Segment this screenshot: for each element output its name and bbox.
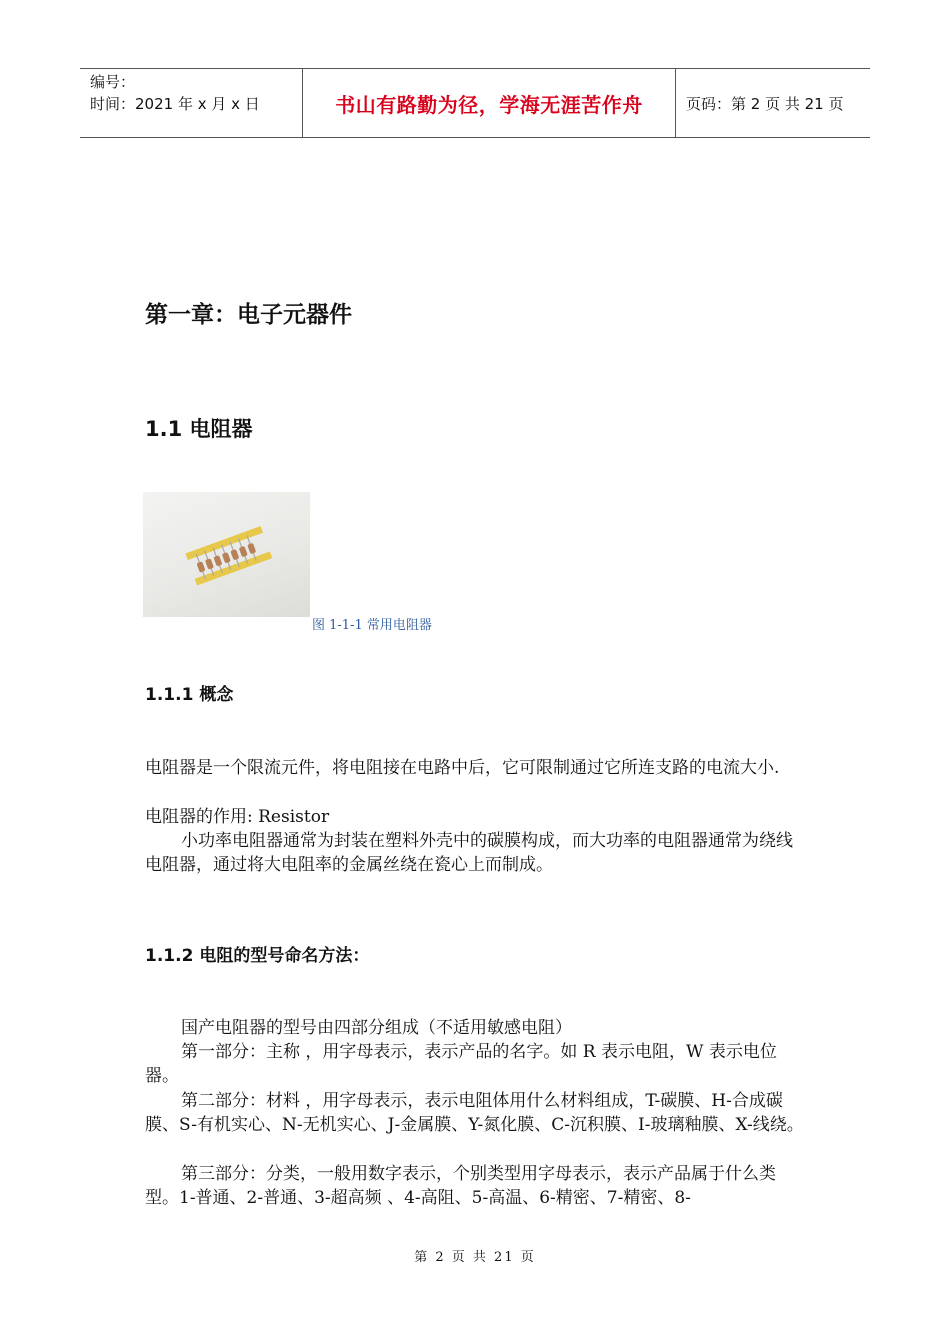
resistor-photo — [143, 492, 310, 617]
header-page-info: 页码：第 2 页 共 21 页 — [686, 94, 844, 113]
page-header — [80, 68, 870, 138]
header-number: 编号： — [90, 73, 136, 91]
header-date: 时间：2021 年 x 月 x 日 — [90, 95, 260, 113]
header-motto: 书山有路勤为径，学海无涯苦作舟 — [303, 69, 676, 137]
page-footer: 第 2 页 共 21 页 — [414, 1250, 536, 1265]
chapter-title: 第一章：电子元器件 — [145, 302, 352, 328]
concept-paragraph-3: 小功率电阻器通常为封装在塑料外壳中的碳膜构成，而大功率的电阻器通常为绕线电阻器，通过将大电阻率的金属丝绕在瓷心上而制成。 — [145, 831, 793, 875]
section-title: 1.1 电阻器 — [145, 417, 253, 441]
subsection-1-title: 1.1.1 概念 — [145, 685, 234, 705]
naming-paragraph-2: 第一部分：主称 ，用字母表示，表示产品的名字。如 R 表示电阻，W 表示电位器。 — [145, 1042, 777, 1086]
header-meta — [80, 69, 303, 137]
naming-paragraph-3: 第二部分：材料 ，用字母表示，表示电阻体用什么材料组成，T-碳膜、H-合成碳膜、S-有机实心、N-无机实心、J-金属膜、Y-氮化膜、C-沉积膜、I-玻璃釉膜、X-线绕。 — [145, 1091, 804, 1135]
concept-paragraph-2: 电阻器的作用: Resistor — [145, 807, 330, 827]
naming-paragraph-4: 第三部分：分类，一般用数字表示，个别类型用字母表示，表示产品属于什么类型。1-普通、2-普通、3-超高频 、4-高阻、5-高温、6-精密、7-精密、8- — [145, 1164, 776, 1208]
subsection-2-title: 1.1.2 电阻的型号命名方法： — [145, 946, 370, 966]
naming-paragraph-1: 国产电阻器的型号由四部分组成（不适用敏感电阻） — [181, 1018, 572, 1038]
concept-paragraph-1: 电阻器是一个限流元件，将电阻接在电路中后，它可限制通过它所连支路的电流大小. — [145, 758, 780, 778]
figure-caption: 图 1-1-1 常用电阻器 — [312, 618, 432, 633]
